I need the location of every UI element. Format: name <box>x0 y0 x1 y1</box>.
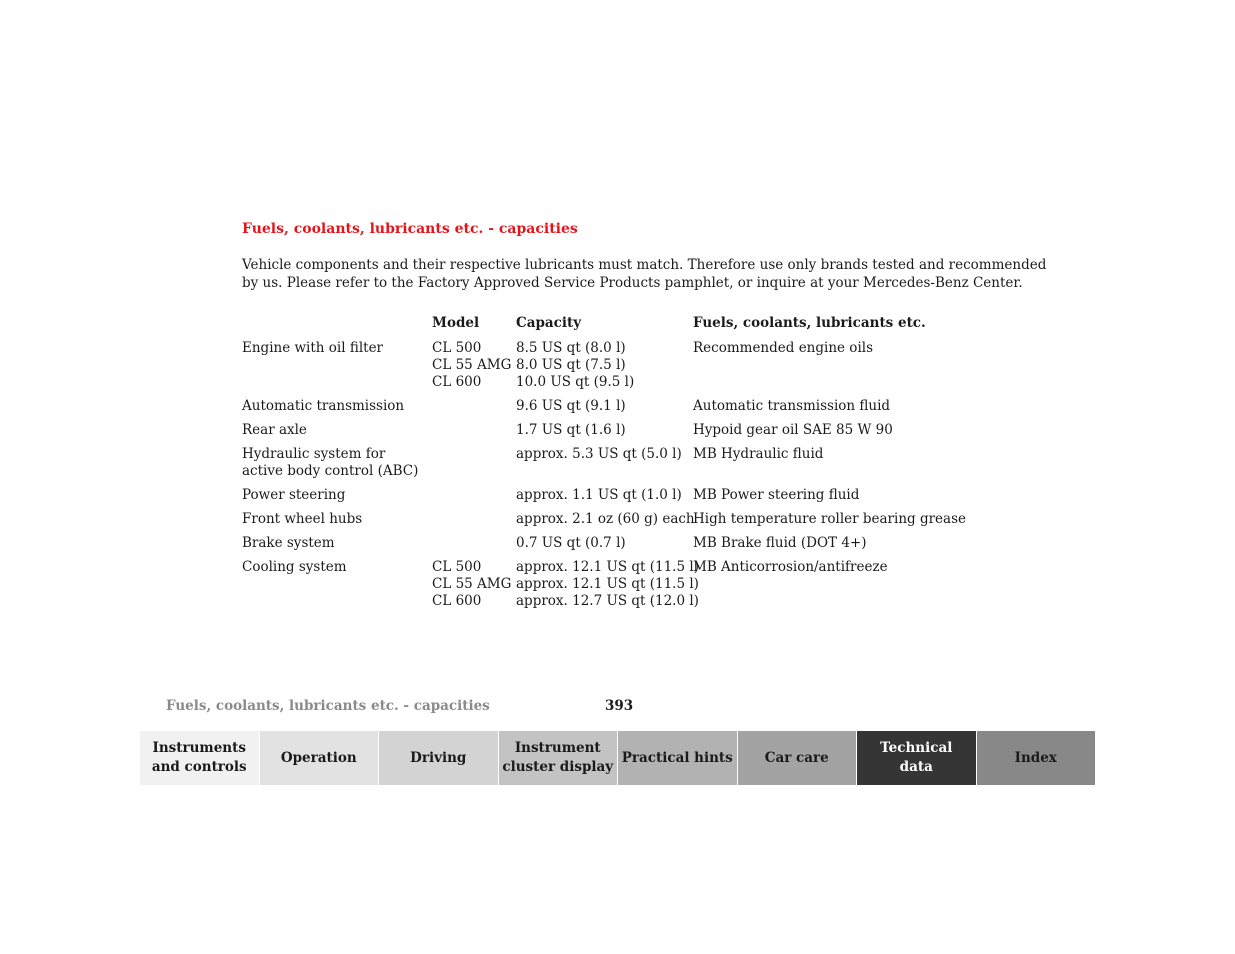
cell-component <box>242 535 432 552</box>
cell-fluid <box>693 340 983 391</box>
nav-tab-instrument-cluster-display[interactable] <box>499 731 619 785</box>
cell-capacity <box>516 559 699 610</box>
cell-line: CL 600 <box>432 374 482 390</box>
cell-fluid <box>693 535 983 552</box>
table-row <box>242 511 983 528</box>
nav-tab-car-care[interactable] <box>738 731 858 785</box>
cell-line: CL 500 <box>432 559 482 575</box>
nav-tab-label-line: Driving <box>410 749 467 766</box>
table-row <box>242 559 983 610</box>
cell-line: approx. 12.1 US qt (11.5 l) <box>516 576 699 592</box>
nav-tab-label <box>410 749 466 768</box>
cell-model <box>432 487 516 504</box>
footer-section-title: Fuels, coolants, lubricants etc. - capacities <box>166 698 490 714</box>
cell-line: approx. 2.1 oz (60 g) each <box>516 511 695 527</box>
nav-tab-label <box>152 739 247 777</box>
cell-line: CL 500 <box>432 340 482 356</box>
cell-capacity <box>516 422 693 439</box>
cell-line: Automatic transmission fluid <box>693 398 891 414</box>
nav-tab-label-line: cluster display <box>502 759 614 775</box>
nav-tab-label-line: data <box>899 759 933 775</box>
chapter-nav-bar <box>140 731 1095 785</box>
nav-tab-driving[interactable] <box>379 731 499 785</box>
cell-component <box>242 422 432 439</box>
cell-model <box>432 398 516 415</box>
nav-tab-label-line: Operation <box>280 749 357 766</box>
intro-paragraph <box>242 256 1047 292</box>
nav-tab-operation[interactable] <box>260 731 380 785</box>
cell-line: 10.0 US qt (9.5 l) <box>516 374 635 390</box>
table-header-row <box>242 315 983 332</box>
nav-tab-label-line: Practical hints <box>621 749 733 766</box>
table-body <box>242 340 983 610</box>
cell-fluid <box>693 487 983 504</box>
cell-line: Hydraulic system for <box>242 446 386 462</box>
nav-tab-label <box>281 749 357 768</box>
nav-tab-label-line: Car care <box>764 749 829 766</box>
cell-line: Hypoid gear oil SAE 85 W 90 <box>693 422 893 438</box>
nav-tab-label <box>1015 749 1057 768</box>
cell-line: active body control (ABC) <box>242 463 419 479</box>
cell-component <box>242 487 432 504</box>
cell-line: approx. 1.1 US qt (1.0 l) <box>516 487 682 503</box>
cell-component <box>242 398 432 415</box>
cell-line: MB Brake fluid (DOT 4+) <box>693 535 867 551</box>
cell-capacity <box>516 446 693 480</box>
cell-capacity <box>516 487 693 504</box>
table-row <box>242 340 983 391</box>
table-row <box>242 535 983 552</box>
cell-capacity <box>516 340 693 391</box>
cell-line: MB Power steering fluid <box>693 487 860 503</box>
cell-line: CL 55 AMG <box>432 357 512 373</box>
nav-tab-label <box>502 739 613 777</box>
header-capacity: Capacity <box>516 315 582 331</box>
cell-component <box>242 559 432 610</box>
cell-line: 8.0 US qt (7.5 l) <box>516 357 626 373</box>
nav-tab-practical-hints[interactable] <box>618 731 738 785</box>
nav-tab-label-line: Instrument <box>514 740 601 756</box>
table-row <box>242 398 983 415</box>
cell-line: approx. 12.7 US qt (12.0 l) <box>516 593 699 609</box>
cell-line: High temperature roller bearing grease <box>693 511 966 527</box>
intro-line: Vehicle components and their respective lubricants must match. Therefore use only brands tested and recommended <box>242 257 1047 273</box>
cell-line: 0.7 US qt (0.7 l) <box>516 535 626 551</box>
cell-line: CL 600 <box>432 593 482 609</box>
cell-model <box>432 511 516 528</box>
nav-tab-technical-data[interactable] <box>857 731 977 785</box>
cell-line: Engine with oil filter <box>242 340 384 356</box>
cell-line: approx. 12.1 US qt (11.5 l) <box>516 559 699 575</box>
nav-tab-label <box>880 739 952 777</box>
nav-tab-instruments-and-controls[interactable] <box>140 731 260 785</box>
cell-line: Brake system <box>242 535 335 551</box>
cell-line: approx. 5.3 US qt (5.0 l) <box>516 446 682 462</box>
cell-model <box>432 446 516 480</box>
table-row <box>242 422 983 439</box>
cell-component <box>242 446 432 480</box>
cell-line: CL 55 AMG <box>432 576 512 592</box>
cell-capacity <box>516 535 693 552</box>
cell-line: 9.6 US qt (9.1 l) <box>516 398 626 414</box>
cell-line: Cooling system <box>242 559 347 575</box>
cell-fluid <box>693 398 983 415</box>
cell-component <box>242 340 432 391</box>
nav-tab-index[interactable] <box>977 731 1096 785</box>
header-fluid: Fuels, coolants, lubricants etc. <box>693 315 926 331</box>
section-title: Fuels, coolants, lubricants etc. - capacities <box>242 221 578 237</box>
table-row <box>242 487 983 504</box>
cell-fluid <box>693 446 983 480</box>
cell-model <box>432 422 516 439</box>
cell-line: Front wheel hubs <box>242 511 363 527</box>
cell-fluid <box>693 559 983 610</box>
nav-tab-label <box>765 749 829 768</box>
cell-fluid <box>693 422 983 439</box>
header-component <box>242 315 432 332</box>
cell-line: MB Hydraulic fluid <box>693 446 824 462</box>
cell-capacity <box>516 511 693 528</box>
cell-model <box>432 559 516 610</box>
table-row <box>242 446 983 480</box>
cell-fluid <box>693 511 983 528</box>
nav-tab-label-line: and controls <box>151 759 247 775</box>
nav-tab-label-line: Instruments <box>152 740 246 756</box>
cell-line: Power steering <box>242 487 346 503</box>
page-number: 393 <box>605 698 634 714</box>
cell-line: MB Anticorrosion/antifreeze <box>693 559 888 575</box>
cell-line: Rear axle <box>242 422 307 438</box>
capacities-table <box>242 315 983 617</box>
intro-line: by us. Please refer to the Factory Approved Service Products pamphlet, or inquire at your Mercedes-Benz Center. <box>242 275 1023 291</box>
cell-line: Automatic transmission <box>242 398 405 414</box>
cell-model <box>432 340 516 391</box>
header-model: Model <box>432 315 480 331</box>
cell-component <box>242 511 432 528</box>
cell-line: Recommended engine oils <box>693 340 874 356</box>
nav-tab-label <box>622 749 733 768</box>
nav-tab-label-line: Technical <box>880 740 953 756</box>
cell-capacity <box>516 398 693 415</box>
nav-tab-label-line: Index <box>1014 749 1057 766</box>
cell-model <box>432 535 516 552</box>
cell-line: 8.5 US qt (8.0 l) <box>516 340 626 356</box>
cell-line: 1.7 US qt (1.6 l) <box>516 422 626 438</box>
